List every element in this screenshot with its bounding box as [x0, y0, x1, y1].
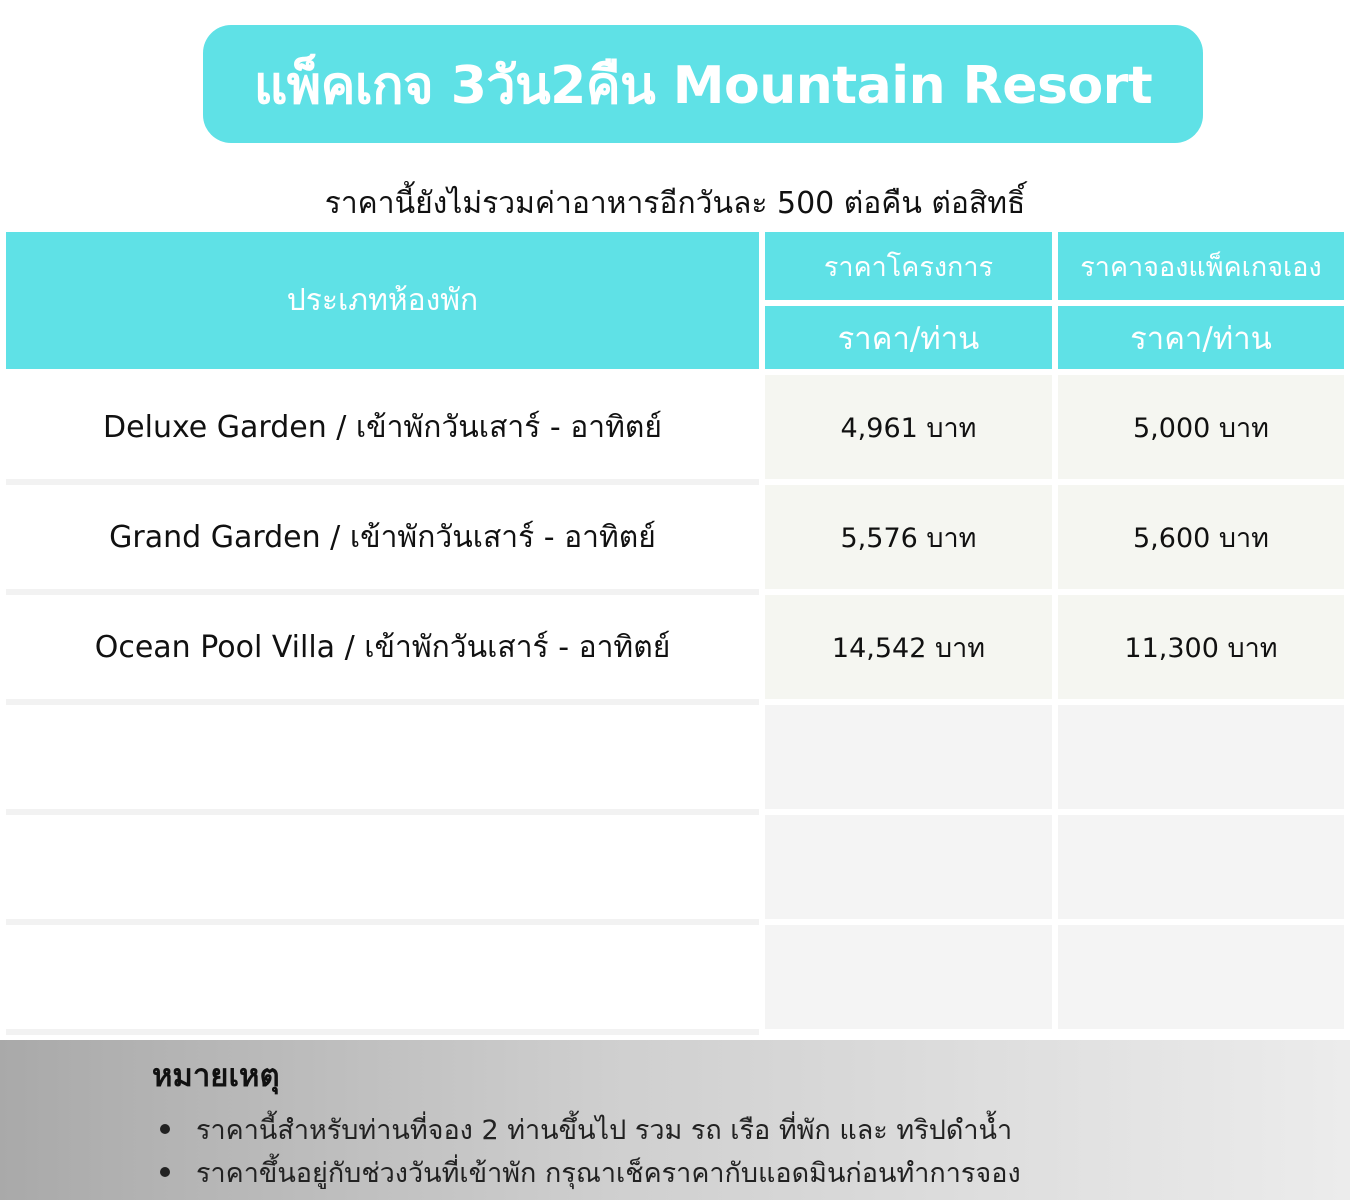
- table-row-project-price: 5,576 บาท: [765, 485, 1052, 589]
- bullet-icon: [160, 1124, 170, 1134]
- empty-cell: [765, 925, 1052, 1029]
- note-text: ราคาขึ้นอยู่กับช่วงวันที่เข้าพัก กรุณาเช็คราคากับแอดมินก่อนทำการจอง: [196, 1158, 1021, 1189]
- title-banner: [203, 25, 1203, 143]
- header-per-person-self: ราคา/ท่าน: [1058, 306, 1344, 369]
- row-divider: [6, 699, 759, 705]
- table-row-room: Grand Garden / เข้าพักวันเสาร์ - อาทิตย์: [6, 485, 759, 589]
- row-divider: [6, 809, 759, 815]
- table-row-project-price: 14,542 บาท: [765, 595, 1052, 699]
- empty-cell: [765, 815, 1052, 919]
- notes-panel: [0, 1040, 1350, 1200]
- row-divider: [6, 919, 759, 925]
- table-row-room: Ocean Pool Villa / เข้าพักวันเสาร์ - อาทิตย์: [6, 595, 759, 699]
- empty-cell: [1058, 815, 1344, 919]
- header-self-booking-price: ราคาจองแพ็คเกจเอง: [1058, 232, 1344, 300]
- note-text: ราคานี้สำหรับท่านที่จอง 2 ท่านขึ้นไป รวม รถ เรือ ที่พัก และ ทริปดำน้ำ: [196, 1115, 1013, 1146]
- table-row-self-price: 5,000 บาท: [1058, 375, 1344, 479]
- empty-cell: [1058, 925, 1344, 1029]
- notes-title: หมายเหตุ: [152, 1058, 280, 1094]
- price-subtitle: ราคานี้ยังไม่รวมค่าอาหารอีกวันละ 500 ต่อคืน ต่อสิทธิ์: [324, 186, 1026, 221]
- table-row-project-price: 4,961 บาท: [765, 375, 1052, 479]
- row-divider: [6, 1029, 759, 1035]
- empty-cell: [1058, 705, 1344, 809]
- page-title: แพ็คเกจ 3วัน2คืน Mountain Resort: [253, 55, 1153, 116]
- header-per-person-project: ราคา/ท่าน: [765, 306, 1052, 369]
- header-project-price: ราคาโครงการ: [765, 232, 1052, 300]
- bullet-icon: [160, 1167, 170, 1177]
- table-row-room: Deluxe Garden / เข้าพักวันเสาร์ - อาทิตย์: [6, 375, 759, 479]
- header-room-type: ประเภทห้องพัก: [6, 232, 759, 369]
- empty-cell: [765, 705, 1052, 809]
- table-row-self-price: 5,600 บาท: [1058, 485, 1344, 589]
- table-row-self-price: 11,300 บาท: [1058, 595, 1344, 699]
- note-item: [160, 1108, 1012, 1151]
- note-item: [160, 1151, 1021, 1194]
